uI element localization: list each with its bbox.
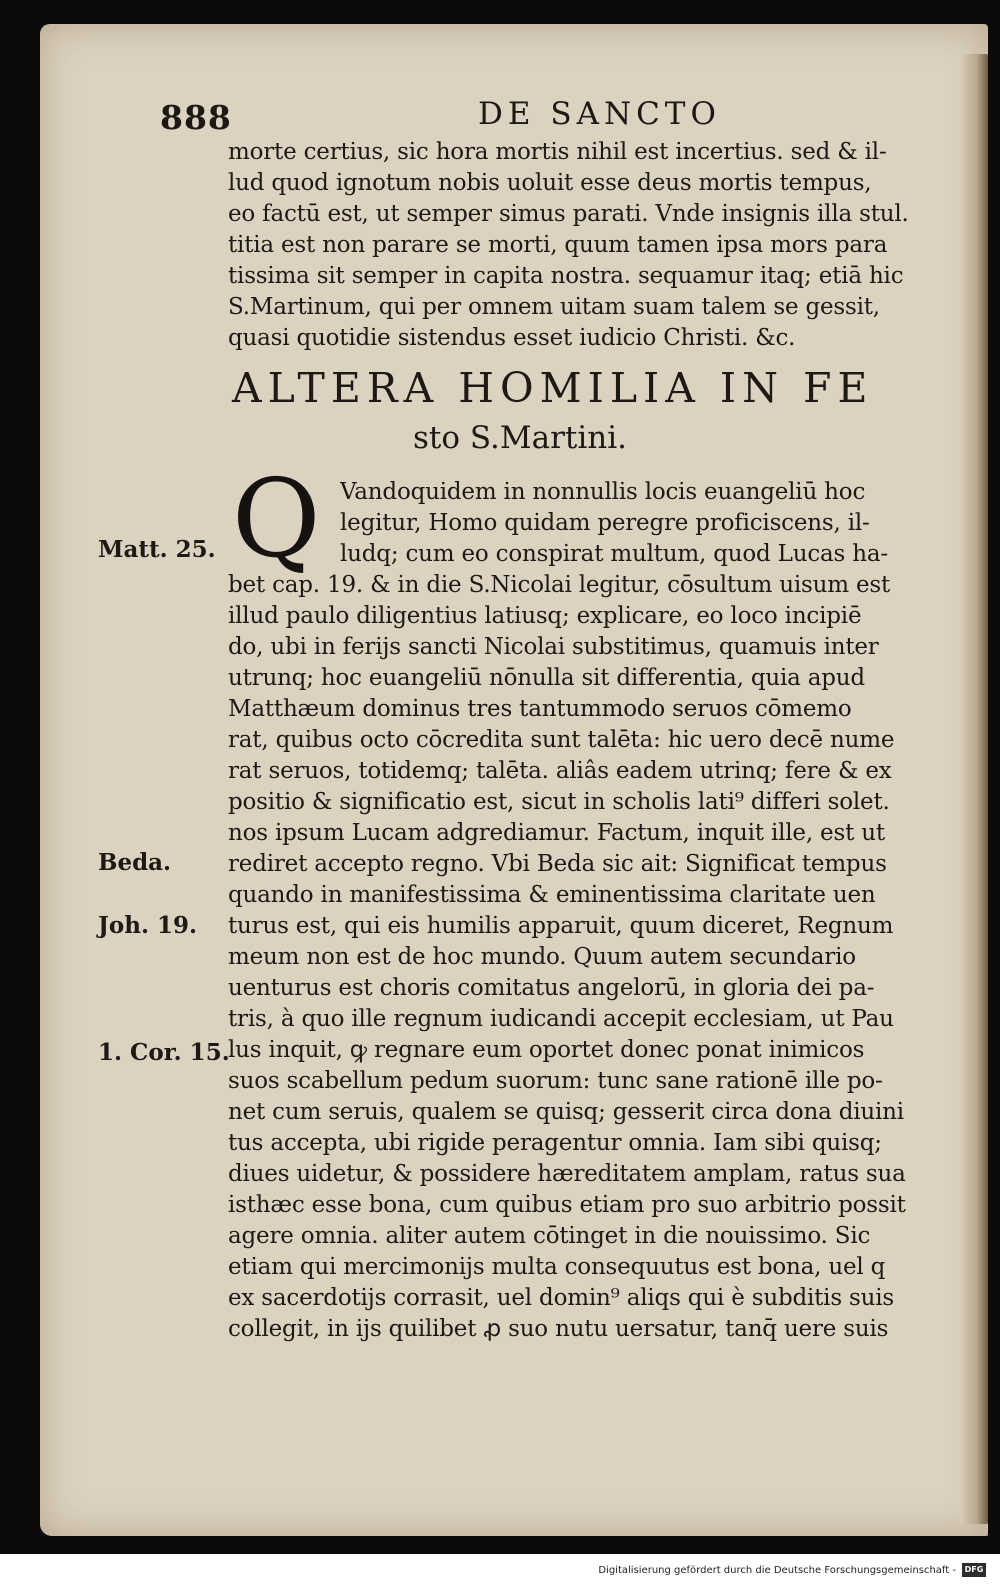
text-line: quasi quotidie sistendus esset iudicio Christi. &c. [228,325,796,351]
text-line: diues uidetur, & possidere hæreditatem amplam, ratus sua [228,1161,906,1187]
text-line: tus accepta, ubi rigide peragentur omnia. Iam sibi quisq; [228,1130,882,1156]
page-number: 888 [160,98,232,137]
dfg-logo: DFG [962,1563,986,1577]
text-line: tris, à quo ille regnum iudicandi accepit ecclesiam, ut Pau [228,1006,894,1032]
text-line: S.Martinum, qui per omnem uitam suam talem se gessit, [228,294,880,320]
text-line: Matthæum dominus tres tantummodo seruos cōmemo [228,696,852,722]
text-line: eo factū est, ut semper simus parati. Vnde insignis illa stul. [228,201,909,227]
text-line: lud quod ignotum nobis uoluit esse deus mortis tempus, [228,170,872,196]
drop-cap: Q [232,457,321,582]
text-line: meum non est de hoc mundo. Quum autem secundario [228,944,856,970]
text-line: isthæc esse bona, cum quibus etiam pro suo arbitrio possit [228,1192,906,1218]
margin-note-beda: Beda. [98,849,172,876]
text-line: rat seruos, totidemq; talēta. aliâs eadem utrinq; fere & ex [228,758,892,784]
page-edge [960,54,988,1524]
text-line: Vandoquidem in nonnullis locis euangeliū hoc [340,479,866,505]
homily-heading: ALTERA HOMILIA IN FE [232,364,874,412]
text-line: do, ubi in ferijs sancti Nicolai substitimus, quamuis inter [228,634,879,660]
text-line: net cum seruis, qualem se quisq; gesserit circa dona diuini [228,1099,904,1125]
text-line: rat, quibus octo cōcredita sunt talēta: hic uero decē nume [228,727,895,753]
text-line: bet cap. 19. & in die S.Nicolai legitur, cōsultum uisum est [228,572,891,598]
text-line: morte certius, sic hora mortis nihil est incertius. sed & il- [228,139,887,165]
text-line: rediret accepto regno. Vbi Beda sic ait: Significat tempus [228,851,887,877]
margin-note-corinthians: 1. Cor. 15. [98,1039,230,1066]
text-line: ludq; cum eo conspirat multum, quod Lucas ha- [340,541,888,567]
text-line: illud paulo diligentius latiusq; explicare, eo loco incipiē [228,603,862,629]
text-line: nos ipsum Lucam adgrediamur. Factum, inquit ille, est ut [228,820,885,846]
running-head: DE SANCTO [478,96,721,132]
text-line: positio & significatio est, sicut in scholis lati⁹ differi solet. [228,789,890,815]
margin-note-matthew: Matt. 25. [98,536,216,563]
text-line: lus inquit, ꝙ regnare eum oportet donec ponat inimicos [228,1037,865,1063]
homily-heading-continuation: sto S.Martini. [412,420,628,456]
text-line: legitur, Homo quidam peregre proficiscens, il- [340,510,870,536]
text-line: turus est, qui eis humilis apparuit, quum diceret, Regnum [228,913,894,939]
text-line: tissima sit semper in capita nostra. sequamur itaq; etiā hic [228,263,904,289]
text-line: quando in manifestissima & eminentissima claritate uen [228,882,876,908]
digitization-credit: Digitalisierung gefördert durch die Deutsche Forschungsgemeinschaft - [598,1565,956,1576]
text-line: etiam qui mercimonijs multa consequutus est bona, uel q [228,1254,886,1280]
text-line: ex sacerdotijs corrasit, uel domin⁹ aliqs qui è subditis suis [228,1285,895,1311]
text-line: collegit, in ijs quilibet ꝓ suo nutu uersatur, tanq̄ uere suis [228,1316,889,1342]
scan-background [0,0,1000,26]
text-line: suos scabellum pedum suorum: tunc sane rationē ille po- [228,1068,883,1094]
text-line: uenturus est choris comitatus angelorū, in gloria dei pa- [228,975,875,1001]
text-line: agere omnia. aliter autem cōtinget in die nouissimo. Sic [228,1223,871,1249]
text-line: utrunq; hoc euangeliū nōnulla sit differentia, quia apud [228,665,865,691]
text-line: titia est non parare se morti, quum tamen ipsa mors para [228,232,888,258]
margin-note-john: Joh. 19. [98,912,197,939]
